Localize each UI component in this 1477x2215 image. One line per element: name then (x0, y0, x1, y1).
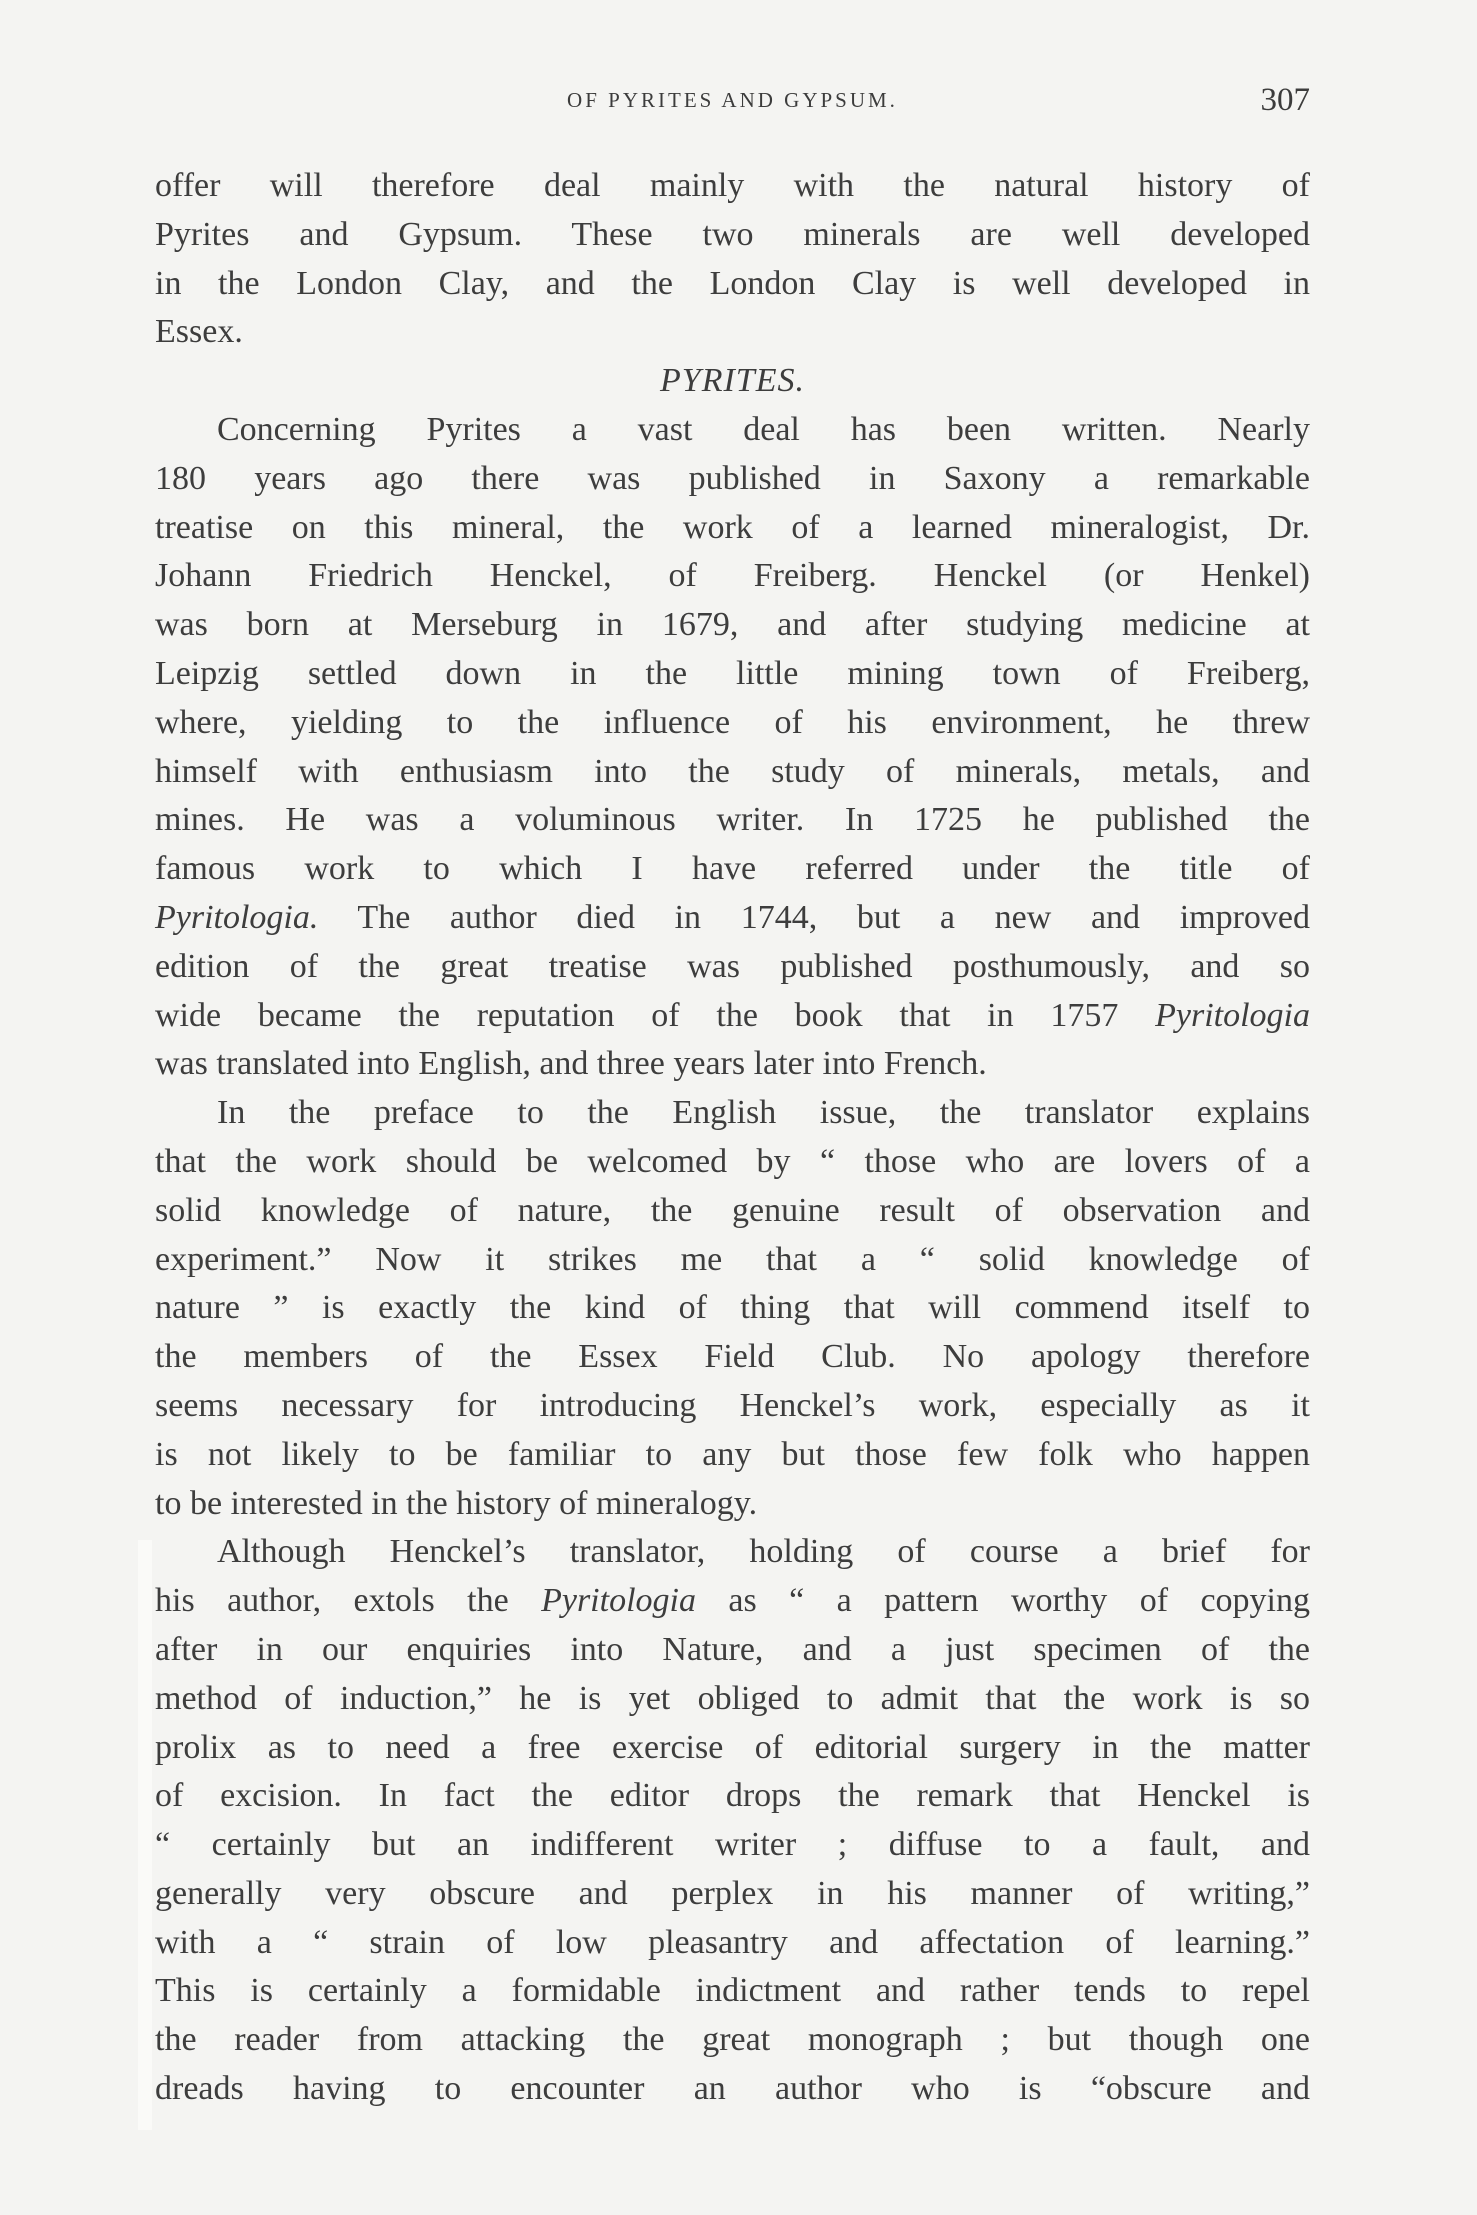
text-line: is not likely to be familiar to any but those few folk who happen (155, 1435, 1310, 1473)
text-line: treatise on this mineral, the work of a learned mineralogist, Dr. (155, 508, 1310, 546)
text-line (155, 1577, 1310, 1626)
text-line (155, 992, 1310, 1041)
text-span: as “ a pattern worthy of copying (695, 1582, 1310, 1620)
text-line: mines. He was a voluminous writer. In 1725 he published the (155, 801, 1310, 839)
text-line: famous work to which I have referred under the title of (155, 850, 1310, 888)
text-line: Concerning Pyrites a vast deal has been written. Nearly (217, 410, 1310, 448)
text-line: seems necessary for introducing Henckel’s work, especially as it (155, 1386, 1310, 1424)
text-line: method of induction,” he is yet obliged to admit that the work is so (155, 1679, 1310, 1717)
text-span: The author died in 1744, but a new and improved (318, 898, 1310, 936)
text-line: “ certainly but an indifferent writer ; diffuse to a fault, and (155, 1826, 1310, 1864)
scan-gutter-mark (138, 1540, 152, 2130)
page-number: 307 (1260, 82, 1310, 118)
text-line: solid knowledge of nature, the genuine result of observation and (155, 1191, 1310, 1229)
text-line: prolix as to need a free exercise of editorial surgery in the matter (155, 1728, 1310, 1766)
text-line: himself with enthusiasm into the study of minerals, metals, and (155, 752, 1310, 790)
italic-title: Pyritologia. (155, 898, 319, 936)
text-line: Leipzig settled down in the little mining town of Freiberg, (155, 654, 1310, 692)
text-line: the members of the Essex Field Club. No apology therefore (155, 1338, 1310, 1376)
text-span: his author, extols the (155, 1582, 542, 1620)
section-heading: PYRITES. (660, 362, 805, 400)
text-line: Pyrites and Gypsum. These two minerals are well developed (155, 215, 1310, 253)
text-line: This is certainly a formidable indictment and rather tends to repel (155, 1972, 1310, 2010)
text-line: 180 years ago there was published in Saxony a remarkable (155, 459, 1310, 497)
text-line: that the work should be welcomed by “ those who are lovers of a (155, 1142, 1310, 1180)
text-line: the reader from attacking the great monograph ; but though one (155, 2021, 1310, 2059)
text-line: after in our enquiries into Nature, and a just specimen of the (155, 1630, 1310, 1668)
text-line: generally very obscure and perplex in his manner of writing,” (155, 1874, 1310, 1912)
text-line: Essex. (155, 313, 243, 351)
text-line (155, 894, 1310, 943)
text-line: experiment.” Now it strikes me that a “ solid knowledge of (155, 1240, 1310, 1278)
text-line: offer will therefore deal mainly with the natural history of (155, 167, 1310, 204)
text-line: where, yielding to the influence of his environment, he threw (155, 703, 1310, 741)
running-head (155, 82, 1310, 128)
running-title: OF PYRITES AND GYPSUM. (567, 88, 898, 112)
text-span: wide became the reputation of the book that in 1757 (155, 996, 1156, 1034)
text-line: with a “ strain of low pleasantry and affectation of learning.” (155, 1923, 1310, 1961)
text-line: in the London Clay, and the London Clay is well developed in (155, 264, 1310, 302)
text-line: dreads having to encounter an author who is “obscure and (155, 2070, 1310, 2108)
body-text (155, 162, 1310, 2114)
text-line: nature ” is exactly the kind of thing that will commend itself to (155, 1289, 1310, 1327)
text-line: of excision. In fact the editor drops the remark that Henckel is (155, 1777, 1310, 1815)
italic-title: Pyritologia (1155, 996, 1310, 1034)
text-line: Johann Friedrich Henckel, of Freiberg. Henckel (or Henkel) (155, 557, 1310, 595)
text-line: was born at Merseburg in 1679, and after studying medicine at (155, 606, 1310, 644)
text-line: was translated into English, and three years later into French. (155, 1045, 987, 1083)
text-line: edition of the great treatise was published posthumously, and so (155, 947, 1310, 985)
text-line: to be interested in the history of mineralogy. (155, 1484, 758, 1522)
text-line: Although Henckel’s translator, holding of course a brief for (217, 1533, 1310, 1571)
italic-title: Pyritologia (541, 1582, 696, 1620)
text-line: In the preface to the English issue, the translator explains (217, 1094, 1310, 1132)
